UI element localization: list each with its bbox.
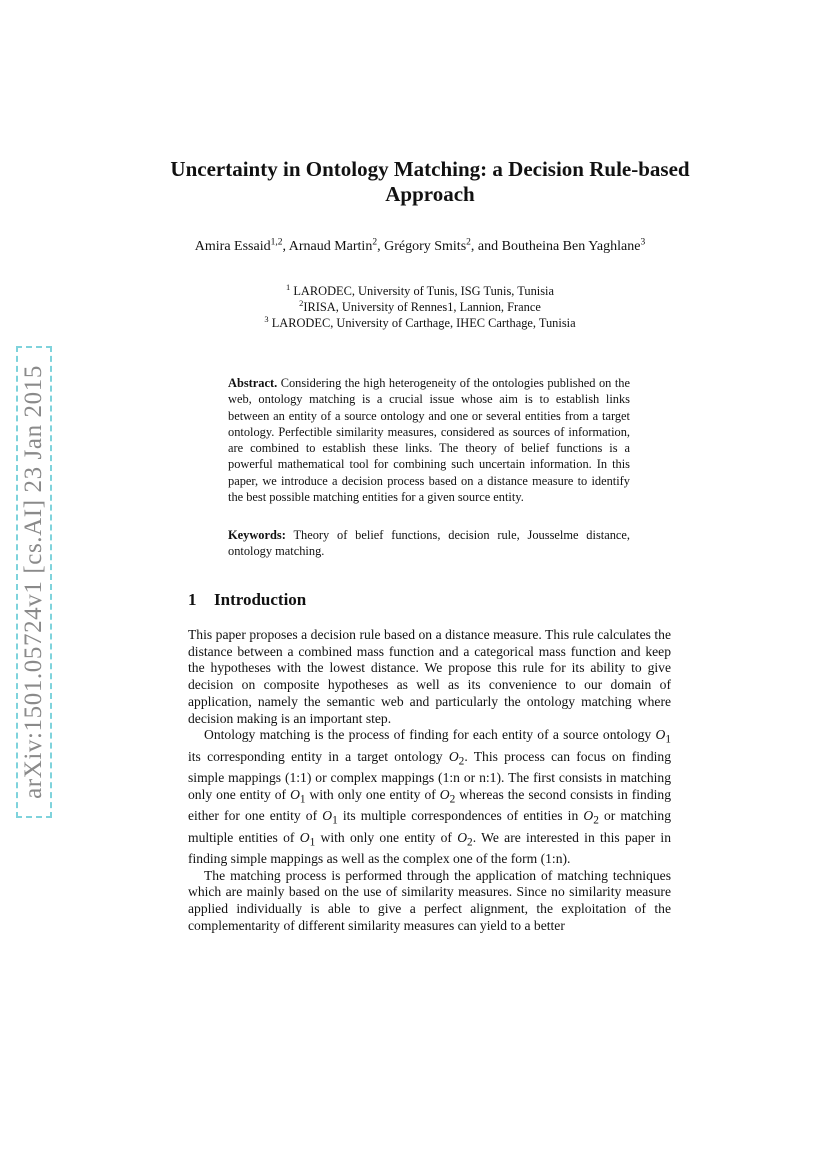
author: Arnaud Martin$^2$,: [288, 237, 385, 254]
arxiv-identifier[interactable]: arXiv:1501.05724v1 [cs.AI] 23 Jan 2015: [20, 365, 47, 799]
affiliation: $^3$ LARODEC, University of Carthage, IHEC Carthage, Tunisia: [264, 313, 576, 330]
section-number: 1: [188, 590, 197, 609]
paragraph: The matching process is performed through the application of matching techniques which are mainly based on the use of similarity measures. Since no similarity measure applied individually is able to give a perfect alignment, the exploitation of the complementarity of different similarity measures can yield to a better: [188, 867, 671, 933]
abstract-text: Considering the high heterogeneity of the ontologies published on the web, ontology matching is a crucial issue whose aim is to establish links between an entity of a source ontology and one or several entities from a target ontology. Perfectible similarity measures, considered as sources of information, are combined to establish these links. The theory of belief functions is a powerful mathematical tool for combining such uncertain information. In this paper, we introduce a decision process based on a distance measure to identify the best possible matching entities for a given source entity.: [228, 376, 630, 505]
section-title: Introduction: [214, 590, 307, 609]
author: Grégory Smits$^2$, and: [384, 237, 502, 254]
abstract-label: Abstract.: [228, 376, 278, 390]
keywords-label: Keywords:: [228, 528, 286, 542]
paper-title: Uncertainty in Ontology Matching: a Decision Rule-based Approach: [170, 157, 690, 206]
affiliation: $^2$IRISA, University of Rennes1, Lannion, France: [299, 297, 541, 314]
author-list: [190, 237, 650, 256]
body-text: [188, 627, 671, 935]
arxiv-stamp: [16, 346, 52, 818]
author: Amira Essaid$^{1,2}$,: [194, 237, 289, 254]
keywords-text: Theory of belief functions, decision rule, Jousselme distance, ontology matching.: [228, 528, 630, 559]
abstract: [228, 375, 630, 505]
author: Boutheina Ben Yaghlane$^3$: [501, 237, 646, 254]
paragraph: This paper proposes a decision rule based on a distance measure. This rule calculates the distance between a combined mass function and a categorical mass function and keep the hypotheses with the lowest distance. We propose this rule for its ability to give decision on composite hypotheses as well as its convenience to our domain of application, namely the semantic web and particularly the ontology matching where decision making is an important step.: [188, 627, 671, 726]
keywords: [228, 527, 630, 560]
affiliation-list: [190, 283, 650, 331]
section-heading: [188, 590, 306, 610]
affiliation: $^1$ LARODEC, University of Tunis, ISG Tunis, Tunisia: [286, 281, 554, 298]
paragraph: Ontology matching is the process of finding for each entity of a source ontology $O_1$ its corresponding entity in a target ontology $O_2$. This process can focus on finding simple mappings (1:1) or complex mappings (1:n or n:1). The first consists in matching only one entity of $O_1$ with only one entity of $O_2$ whereas the second consists in finding either for one entity of $O_1$ its multiple correspondences of entities in $O_2$ or matching multiple entities of $O_1$ with only one entity of $O_2$. We are interested in this paper in finding simple mappings as well as the complex one of the form (1:n).: [188, 727, 672, 867]
